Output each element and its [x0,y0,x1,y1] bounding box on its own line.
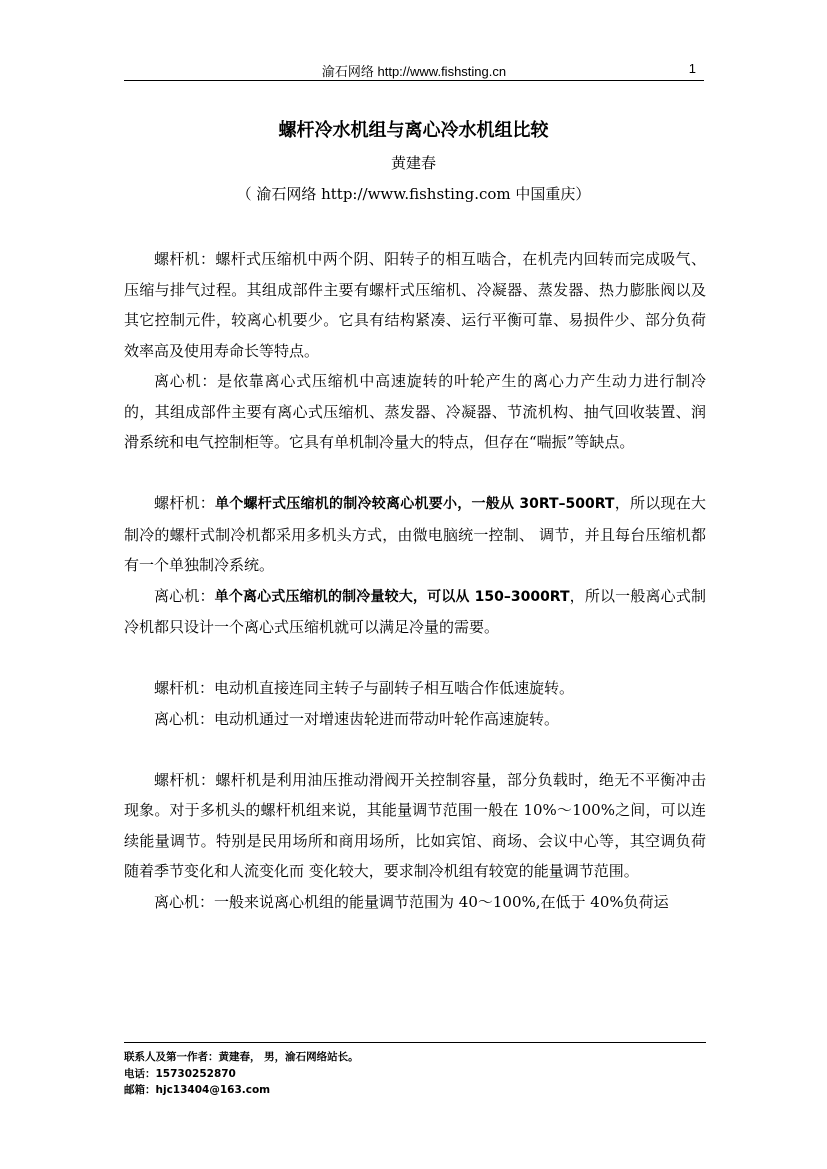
paragraph-screw-structure: 螺杆机：螺杆式压缩机中两个阴、阳转子的相互啮合，在机壳内回转而完成吸气、压缩与排气过程。其组成部件主要有螺杆式压缩机、冷凝器、蒸发器、热力膨胀阀以及其它控制元件，较离心机要少。它具有结构紧凑、运行平衡可靠、易损件少、部分负荷效率高及使用寿命长等特点。 [124,250,706,360]
page-footer [124,1042,706,1099]
header-site: 渝石网络 http://www.fishsting.cn [321,64,507,79]
document-title: 螺杆冷水机组与离心冷水机组比较 [278,120,549,141]
footer-phone: 电话：15730252870 [124,1067,236,1080]
paragraph-centrifugal-drive: 离心机：电动机通过一对增速齿轮进而带动叶轮作高速旋转。 [154,709,560,728]
author-affiliation: （ 渝石网络 http://www.fishsting.com 中国重庆） [236,185,591,203]
page-header [124,58,704,81]
paragraph-centrifugal-regulation: 离心机：一般来说离心机组的能量调节范围为 40～100%,在低于 40%负荷运 [154,892,669,911]
highlight-text: 单个螺杆式压缩机的制冷较离心机要小，一般从 30RT–500RT [215,496,615,512]
paragraph-centrifugal-capacity: 离心机：单个离心式压缩机的制冷量较大，可以从 150–3000RT，所以一般离心式制冷机都只设计一个离心式压缩机就可以满足冷量的需要。 [124,586,706,636]
footer-email: 邮箱：hjc13404@163.com [124,1084,271,1096]
paragraph-centrifugal-structure: 离心机：是依靠离心式压缩机中高速旋转的叶轮产生的离心力产生动力进行制冷的，其组成部件主要有离心式压缩机、蒸发器、冷凝器、节流机构、抽气回收装置、润滑系统和电气控制柜等。它具有单机制冷量大的特点，但存在“喘振”等缺点。 [124,372,706,451]
paragraph-screw-drive: 螺杆机：电动机直接连同主转子与副转子相互啮合作低速旋转。 [154,679,575,697]
highlight-text: 单个离心式压缩机的制冷量较大，可以从 150–3000RT [214,588,570,605]
footer-contact: 联系人及第一作者：黄建春， 男，渝石网络站长。 [124,1051,359,1063]
paragraph-screw-capacity: 螺杆机：单个螺杆式压缩机的制冷较离心机要小，一般从 30RT–500RT，所以现在大制冷的螺杆式制冷机都采用多机头方式，由微电脑统一控制、 调节，并且每台压缩机都有一个单独制冷系统。 [124,494,706,574]
document-body [124,244,706,917]
author-name: 黄建春 [390,154,436,172]
page-number: 1 [688,61,696,76]
paragraph-screw-regulation: 螺杆机：螺杆机是利用油压推动滑阀开关控制容量，部分负载时，绝无不平衡冲击现象。对于多机头的螺杆机组来说，其能量调节范围一般在 10%～100%之间，可以连续能量调节。特别是民用场所和商用场所，比如宾馆、商场、会议中心等，其空调负荷随着季节变化和人流变化而 变化较大，要求制冷机组有较宽的能量调节范围。 [124,770,706,880]
